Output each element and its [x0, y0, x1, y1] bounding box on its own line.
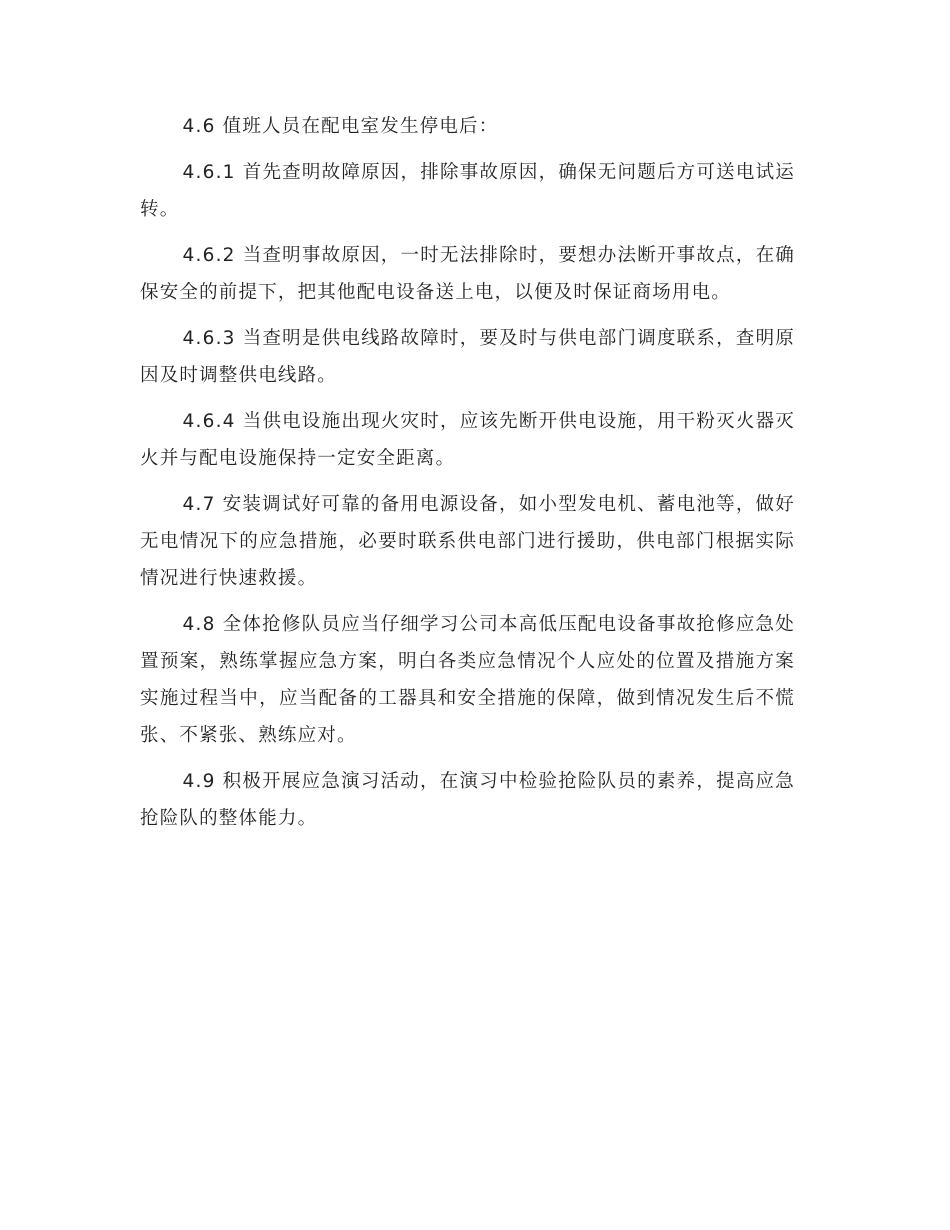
paragraph-4-6-3: 4.6.3 当查明是供电线路故障时，要及时与供电部门调度联系，查明原因及时调整供电线路。: [140, 328, 795, 386]
paragraph-4-6-4: 4.6.4 当供电设施出现火灾时，应该先断开供电设施，用干粉灭火器灭火并与配电设施保持一定安全距离。: [140, 411, 795, 469]
document-body: [140, 108, 795, 846]
paragraph-4-6: 4.6 值班人员在配电室发生停电后：: [182, 116, 499, 137]
paragraph-4-7: 4.7 安装调试好可靠的备用电源设备，如小型发电机、蓄电池等，做好无电情况下的应急措施，必要时联系供电部门进行援助，供电部门根据实际情况进行快速救援。: [140, 494, 795, 589]
paragraph-4-6-2: 4.6.2 当查明事故原因，一时无法排除时，要想办法断开事故点，在确保安全的前提下，把其他配电设备送上电，以便及时保证商场用电。: [140, 245, 795, 303]
paragraph-4-6-1: 4.6.1 首先查明故障原因，排除事故原因，确保无问题后方可送电试运转。: [140, 162, 795, 220]
paragraph-4-9: 4.9 积极开展应急演习活动，在演习中检验抢险队员的素养，提高应急抢险队的整体能力。: [140, 771, 795, 829]
paragraph-4-8: 4.8 全体抢修队员应当仔细学习公司本高低压配电设备事故抢修应急处置预案，熟练掌握应急方案，明白各类应急情况个人应处的位置及措施方案实施过程当中，应当配备的工器具和安全措施的保障，做到情况发生后不慌张、不紧张、熟练应对。: [140, 614, 795, 746]
